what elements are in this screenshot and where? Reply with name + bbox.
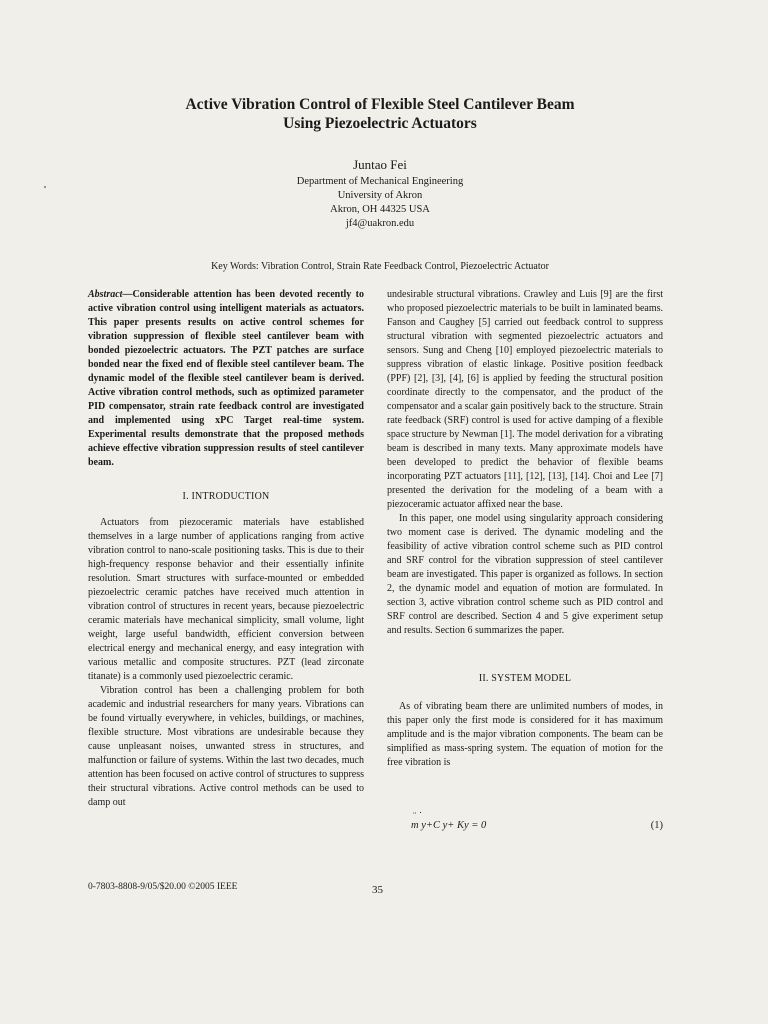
author-name: Juntao Fei xyxy=(353,157,407,172)
affiliation-block xyxy=(80,175,680,231)
affiliation-department: Department of Mechanical Engineering xyxy=(296,176,464,187)
equation-number: (1) xyxy=(650,820,663,831)
section-heading-system-model: II. SYSTEM MODEL xyxy=(478,673,572,684)
section-heading-introduction: I. INTRODUCTION xyxy=(182,491,270,502)
right-paragraph-1: undesirable structural vibrations. Crawley and Luis [9] are the first who proposed piezoelectric materials to be built in laminated beams. Fanson and Caughey [5] carried out feedback control to suppress structural vibration with segmented piezoelectric actuators and sensors. Sung and Cheng [10] employed piezoelectric materials to suppress vibration of elastic linkage. Positive position feedback (PPF) [2], [3], [4], [6] is applied by feeding the structural position coordinate directly to the compensator, and the product of the compensator and a scalar gain positively back to the structure. Strain rate feedback (SRF) control is used for active damping of a flexible space structure by Newman [1]. The model derivation for a vibrating beam is described in many texts. Many approximate models have been developed to predict the behavior of flexible beams incorporating PZT actuators [11], [12], [13], [14]. Choi and Lee [7] presented the derivation for the modeling of a beam with a piezoceramic actuator affixed near the base. xyxy=(387,289,663,510)
affiliation-email: jf4@uakron.edu xyxy=(345,218,415,229)
equation-derivative-dots: ¨ ˙ xyxy=(413,811,423,822)
equation-expression: m y+C y+ Ky = 0 xyxy=(411,820,487,831)
title-line-1: Active Vibration Control of Flexible Steel Cantilever Beam xyxy=(185,96,575,113)
copyright-footer: 0-7803-8808-9/05/$20.00 ©2005 IEEE xyxy=(88,882,238,892)
paper-title xyxy=(80,95,680,133)
scan-speck xyxy=(44,186,46,188)
left-column xyxy=(88,288,364,810)
abstract-text: —Considerable attention has been devoted recently to active vibration control using intelligent materials as actuators. This paper presents results on active control schemes for vibration suppression of flexible steel cantilever beam with bonded piezoelectric actuators. The PZT patches are surface bonded near the fixed end of flexible steel cantilever beam. The dynamic model of the flexible steel cantilever beam is derived. Active vibration control methods, such as optimized parameter PID compensator, strain rate feedback control are investigated and implemented using xPC Target real-time system. Experimental results demonstrate that the proposed methods achieve effective vibration suppression results of steel cantilever beam. xyxy=(88,289,364,468)
right-paragraph-2: In this paper, one model using singularity approach considering two moment case is derived. The dynamic modeling and the feasibility of active vibration control scheme such as PID control and SRF control for the vibration suppression of steel cantilever beam are investigated. This paper is organized as follows. In section 2, the dynamic model and equation of motion are formulated. In section 3, active vibration control scheme such as PID control and SRF control are described. Section 4 and 5 give experiment setup and results. Section 6 summarizes the paper. xyxy=(387,513,663,636)
intro-paragraph-1: Actuators from piezoceramic materials have established themselves in a large number of applications ranging from active vibration control to nano-scale positioning tasks. This is due to their high-frequency response behavior and their essentially infinite resolution. Smart structures with surface-mounted or embedded piezoelectric ceramic patches have received much attention in vibration control of structures in recent years, because piezoelectric ceramic materials have mechanical simplicity, small volume, light weight, large useful bandwidth, efficient conversion between electrical energy and mechanical energy, and easy integration with various metallic and composite structures. PZT (lead zirconate titanate) is a commonly used piezoelectric ceramic. xyxy=(88,517,364,682)
abstract xyxy=(88,288,364,470)
model-paragraph-1: As of vibrating beam there are unlimited numbers of modes, in this paper only the first mode is considered for it has maximum amplitude and is the major vibration components. The beam can be simplified as mass-spring system. The equation of motion for the free vibration is xyxy=(387,701,663,768)
title-line-2: Using Piezoelectric Actuators xyxy=(283,115,477,132)
intro-paragraph-2: Vibration control has been a challenging problem for both academic and industrial researchers for many years. Vibrations can be found virtually everywhere, in vehicles, buildings, or machines, flexible structure. Most vibrations are undesirable because they cause unpleasant noises, unwanted stress in structures, and malfunction or failure of systems. Within the last two decades, much attention has been focused on active control of structures to suppress their structural vibrations. Active control methods can be used to damp out xyxy=(88,685,364,808)
affiliation-university: University of Akron xyxy=(337,190,423,201)
right-column xyxy=(387,288,663,770)
abstract-label: Abstract xyxy=(88,289,123,300)
keywords-line: Key Words: Vibration Control, Strain Rate Feedback Control, Piezoelectric Actuator xyxy=(211,261,549,272)
page-number: 35 xyxy=(372,884,383,896)
affiliation-address: Akron, OH 44325 USA xyxy=(330,204,430,215)
